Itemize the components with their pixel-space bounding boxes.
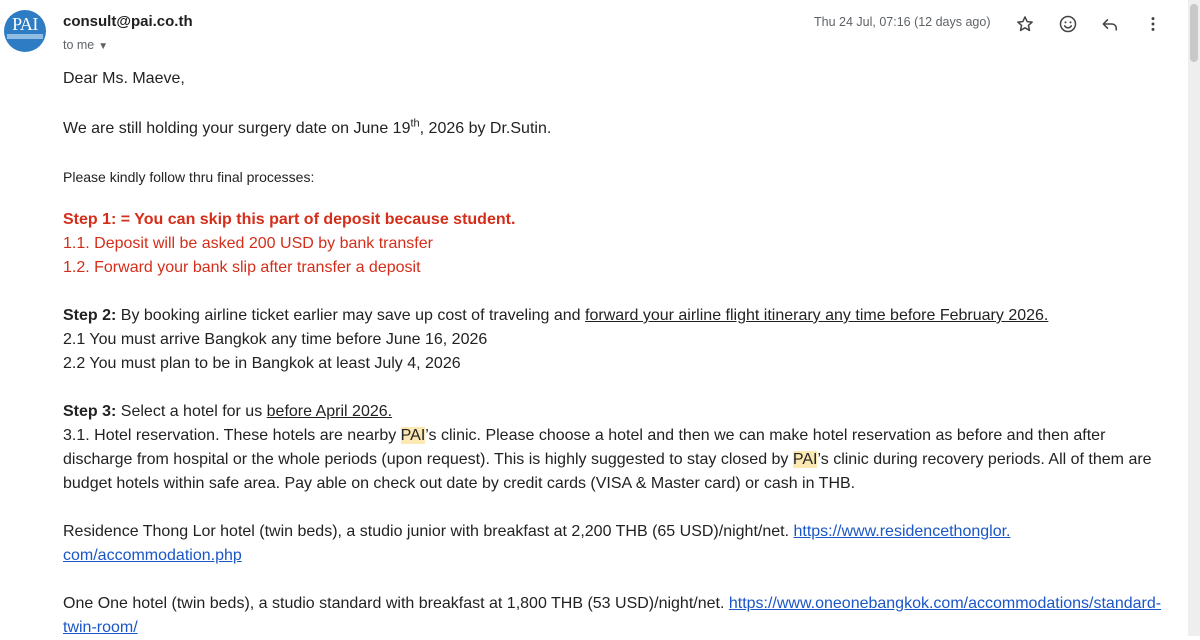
recipient-label: to me xyxy=(63,38,95,52)
step3-text: Step 3: Select a hotel for us before April 2026. xyxy=(63,403,393,420)
greeting: Dear Ms. Maeve, xyxy=(63,70,185,87)
scrollbar-thumb[interactable] xyxy=(1190,4,1198,62)
step3-underlined: before April 2026. xyxy=(266,403,393,420)
vertical-scrollbar[interactable] xyxy=(1188,0,1200,636)
surgery-hold-line: We are still holding your surgery date on June 19th, 2026 by Dr.Sutin. xyxy=(63,117,552,137)
avatar-band xyxy=(7,34,43,39)
follow-processes-line: Please kindly follow thru final processes: xyxy=(63,169,315,185)
chevron-down-icon[interactable]: ▼ xyxy=(98,41,109,52)
step1-item-2: 1.2. Forward your bank slip after transfer a deposit xyxy=(63,259,421,276)
sender-email[interactable]: consult@pai.co.th xyxy=(63,13,193,30)
step1-title: Step 1: = You can skip this part of deposit because student. xyxy=(63,211,516,228)
step2-underlined: forward your airline flight itinerary any time before February 2026. xyxy=(585,307,1049,324)
pai-highlight: PAI xyxy=(400,427,426,444)
pai-highlight: PAI xyxy=(792,451,818,468)
reply-icon[interactable] xyxy=(1096,10,1124,38)
one-one-hotel-link[interactable]: https://www.oneonebangkok.com/accommodations/standard- twin-room/ xyxy=(63,595,1162,636)
step2-label: Step 2: xyxy=(63,307,117,324)
sender-avatar[interactable] xyxy=(4,10,46,52)
avatar-logo-text: PAI xyxy=(12,14,38,34)
step2-item-2: 2.2 You must plan to be in Bangkok at least July 4, 2026 xyxy=(63,355,461,372)
emoji-icon[interactable] xyxy=(1054,10,1082,38)
more-vert-icon[interactable] xyxy=(1139,10,1167,38)
step2-text: Step 2: By booking airline ticket earlier may save up cost of traveling and forward your airline flight itinerary any time before February 2026. xyxy=(63,307,1049,324)
recipient-dropdown[interactable] xyxy=(63,38,108,52)
message-timestamp: Thu 24 Jul, 07:16 (12 days ago) xyxy=(814,15,991,29)
residence-thonglor-link[interactable]: https://www.residencethonglor. com/accommodation.php xyxy=(63,523,1011,564)
hotel-residence-thonglor: Residence Thong Lor hotel (twin beds), a studio junior with breakfast at 2,200 THB (65 USD)/night/net. https://www.residencethonglor. com/accommodation.php xyxy=(63,523,1011,564)
hotel-one-one: One One hotel (twin beds), a studio standard with breakfast at 1,800 THB (53 USD)/night/net. https://www.oneonebangkok.com/accommodations/standard- twin-room/ xyxy=(63,595,1162,636)
step3-hotel-paragraph: 3.1. Hotel reservation. These hotels are nearby PAI’s clinic. Please choose a hotel and then we can make hotel reservation as before and then after discharge from hospital or the whole periods (upon request). This is highly suggested to stay closed by PAI’s clinic during recovery periods. All of them are budget hotels within safe area. Pay able on check out date by credit cards (VISA & Master card) or cash in THB. xyxy=(63,427,1152,492)
message-body xyxy=(63,67,1173,640)
step1-item-1: 1.1. Deposit will be asked 200 USD by bank transfer xyxy=(63,235,433,252)
step2-item-1: 2.1 You must arrive Bangkok any time before June 16, 2026 xyxy=(63,331,488,348)
star-icon[interactable] xyxy=(1011,10,1039,38)
step3-label: Step 3: xyxy=(63,403,117,420)
